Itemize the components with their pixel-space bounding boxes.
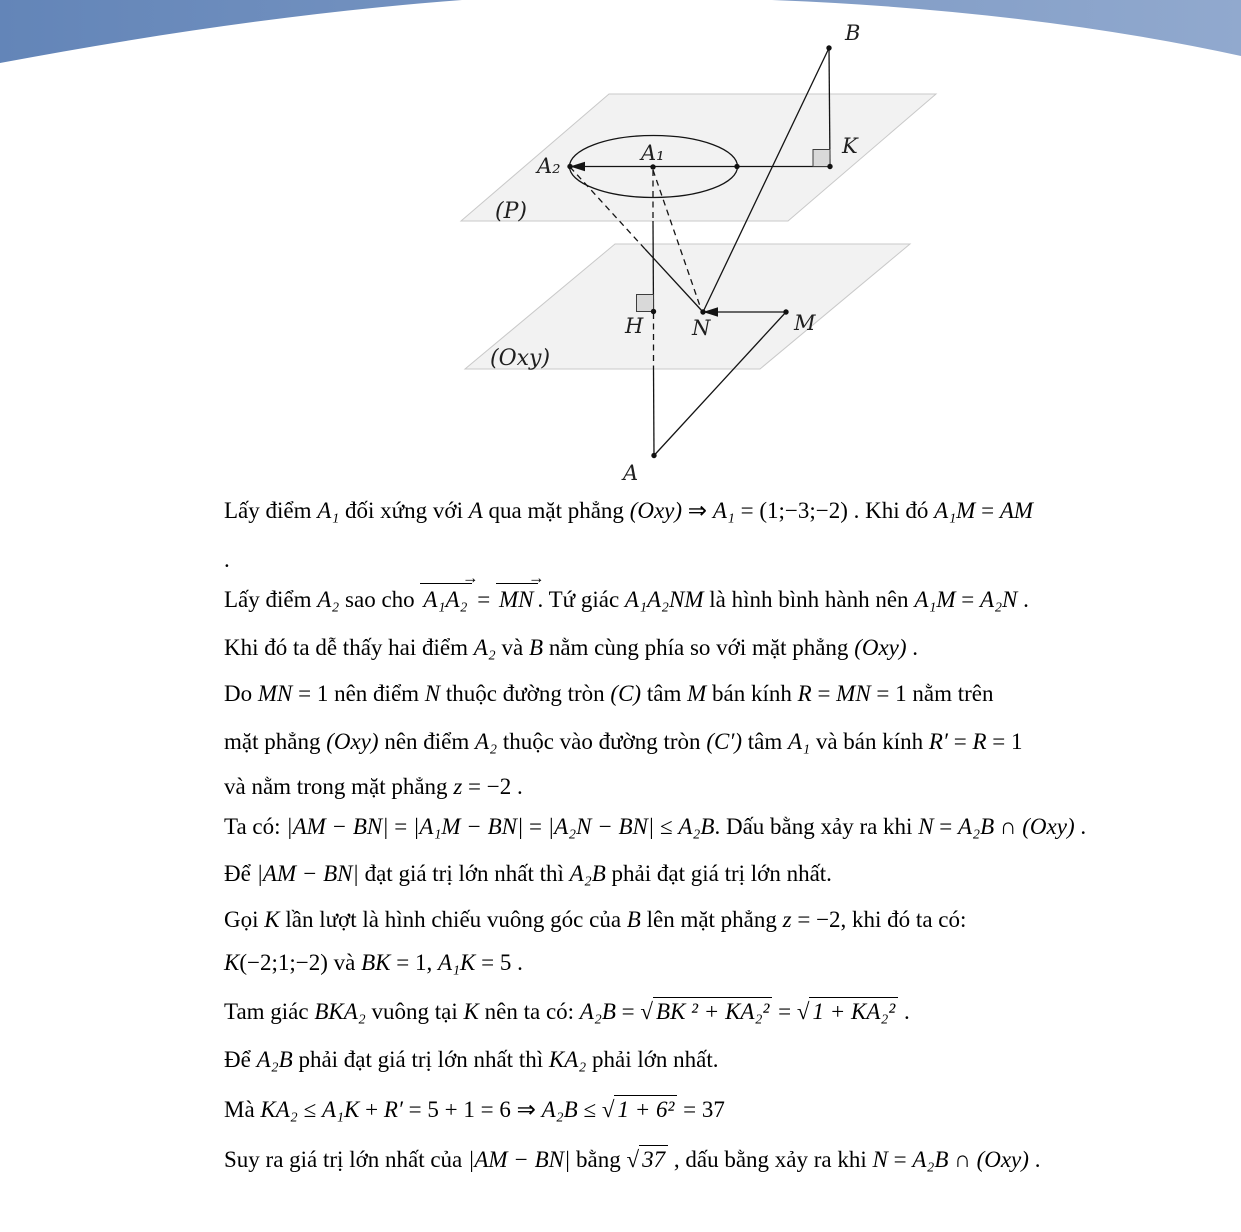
text-run: N (424, 681, 441, 706)
text-run: = 5 . (475, 950, 523, 975)
text-run: . Tứ giác (537, 587, 625, 612)
text-run: . (906, 635, 919, 660)
text-run: Lấy điểm (224, 587, 318, 612)
solution-line (224, 859, 832, 889)
text-run: √ (601, 1097, 615, 1122)
label-N: N (692, 316, 711, 340)
text-run: |A₂N − BN| (547, 814, 655, 839)
text-run: A₁K (321, 1097, 360, 1122)
text-run: = −2, khi đó ta có: (791, 907, 967, 932)
text-run: = 1, (390, 950, 438, 975)
text-run: z (453, 774, 463, 799)
text-run: và (327, 950, 362, 975)
text-run: ≤ (654, 814, 679, 839)
solution-line (224, 679, 994, 709)
text-run: M (687, 681, 707, 706)
text-run: qua mặt phẳng (482, 498, 630, 523)
text-run: = 37 (677, 1097, 725, 1122)
text-run: là hình bình hành nên (703, 587, 915, 612)
solution-line (224, 496, 1033, 526)
text-run: lên mặt phẳng (640, 907, 783, 932)
label-M: M (794, 311, 816, 335)
text-run: = (523, 814, 548, 839)
text-run: = (887, 1147, 913, 1172)
radicand: 1 + 6² (614, 1095, 677, 1122)
text-run: bằng (570, 1147, 627, 1172)
text-run: và nằm trong mặt phẳng (224, 774, 454, 799)
text-run: K (264, 907, 280, 932)
text-run: = (811, 681, 837, 706)
text-run: |AM − BN| (256, 861, 359, 886)
text-run: (Oxy) (854, 635, 907, 660)
text-run: . (1017, 587, 1029, 612)
text-run: bán kính (706, 681, 798, 706)
text-run: A₁ (317, 498, 340, 523)
label-H: H (625, 314, 644, 338)
text-run: (C) (610, 681, 642, 706)
text-run: MN (257, 681, 293, 706)
text-run: KA₂ (260, 1097, 298, 1122)
text-run: MN (836, 681, 871, 706)
text-run: nên điểm (378, 729, 476, 754)
text-run: = 5 + 1 = 6 ⇒ (402, 1097, 542, 1122)
label-A1: A₁ (641, 141, 665, 165)
solution-line (224, 772, 523, 802)
text-run: |A₁M − BN| (413, 814, 524, 839)
text-run: Suy ra giá trị lớn nhất của (224, 1147, 469, 1172)
text-run: Do (224, 681, 258, 706)
text-run: = (615, 999, 641, 1024)
text-run: . (898, 999, 910, 1024)
text-run: phải lớn nhất. (586, 1047, 719, 1072)
text-run: Tam giác (224, 999, 315, 1024)
text-run: A₂B (958, 814, 995, 839)
vector-notation: MN → (496, 583, 538, 615)
text-run: = (1;−3;−2) (734, 498, 848, 523)
text-run: K (224, 950, 240, 975)
text-run: . Dấu bằng xảy ra khi (714, 814, 919, 839)
solution-line (224, 633, 918, 663)
text-run: = (471, 587, 496, 612)
text-run: tâm (742, 729, 789, 754)
text-run: ≤ (297, 1097, 322, 1122)
text-run: R′ (928, 729, 948, 754)
text-run: + (359, 1097, 384, 1122)
text-run: √ (796, 999, 810, 1024)
text-run: (−2;1;−2) (239, 950, 328, 975)
text-run: (C′) (706, 729, 743, 754)
radicand: BK ² + KA₂² (653, 997, 772, 1024)
radicand: 37 (639, 1145, 668, 1172)
text-run: A₂ (473, 635, 496, 660)
label-plane-Oxy: (Oxy) (490, 346, 551, 371)
text-run: . (1028, 1147, 1041, 1172)
vector-notation: A₁A₂ → (420, 583, 471, 615)
text-run: A₁M (934, 498, 976, 523)
text-run: |AM − BN| (468, 1147, 571, 1172)
text-run: Ta có: (224, 814, 287, 839)
text-run: lần lượt là hình chiếu vuông góc của (279, 907, 627, 932)
text-run: = (947, 729, 973, 754)
text-run: N (918, 814, 934, 839)
label-A2: A₂ (537, 154, 561, 178)
text-run: A₂B (579, 999, 616, 1024)
text-run: (Oxy) (326, 729, 379, 754)
text-run: . Khi đó (847, 498, 935, 523)
text-run: nằm cùng phía so với mặt phẳng (543, 635, 855, 660)
text-run: Mà (224, 1097, 261, 1122)
text-run: mặt phẳng (224, 729, 327, 754)
text-run: B (529, 635, 544, 660)
solution-line (224, 948, 523, 978)
text-run: N (872, 1147, 888, 1172)
text-run: A₂B (256, 1047, 293, 1072)
vector-arrow-icon: → (461, 568, 479, 587)
text-run: KA₂ (548, 1047, 587, 1072)
text-run: A₁K (437, 950, 476, 975)
text-run: R (797, 681, 812, 706)
text-run: (Oxy) (629, 498, 683, 523)
text-run: = 1 nằm trên (870, 681, 994, 706)
text-run: = (975, 498, 1000, 523)
text-run: nên ta có: (478, 999, 580, 1024)
text-run: A₂B (678, 814, 715, 839)
text-run: A₂N (980, 587, 1018, 612)
text-run: AM (999, 498, 1034, 523)
text-run: A (468, 498, 483, 523)
text-run: Gọi (224, 907, 265, 932)
text-run: = −2 . (462, 774, 523, 799)
text-run: Khi đó ta dễ thấy hai điểm (224, 635, 474, 660)
solution-line (224, 905, 966, 935)
text-run: √ (626, 1147, 640, 1172)
text-run: vuông tại (365, 999, 464, 1024)
text-run: , dấu bằng xảy ra khi (668, 1147, 873, 1172)
text-run: A₁ (788, 729, 811, 754)
text-run: Để (224, 861, 257, 886)
text-run: tâm (641, 681, 688, 706)
text-run: (Oxy) (1022, 814, 1075, 839)
text-run: ≤ (577, 1097, 602, 1122)
text-run: và (495, 635, 530, 660)
text-run: A₁A₂NM (624, 587, 704, 612)
text-run: và bán kính (810, 729, 929, 754)
text-run: Lấy điểm (224, 498, 318, 523)
solution-line (224, 568, 1029, 615)
text-run: K (463, 999, 479, 1024)
text-run: ∩ (994, 814, 1023, 839)
vector-arrow-icon: → (527, 568, 545, 587)
text-run: ∩ (948, 1147, 977, 1172)
text-run: A₁M (914, 587, 956, 612)
text-run: = (772, 999, 797, 1024)
solution-line (224, 997, 910, 1027)
text-run: = 1 nên điểm (292, 681, 425, 706)
text-run: A₂ (475, 729, 498, 754)
text-run: A₂B (912, 1147, 949, 1172)
label-A: A (623, 461, 639, 485)
label-plane-P: (P) (495, 199, 527, 224)
radicand: 1 + KA₂² (809, 997, 898, 1024)
text-run: phải đạt giá trị lớn nhất thì (292, 1047, 549, 1072)
text-run: = (933, 814, 959, 839)
label-B: B (845, 21, 861, 45)
solution-line (224, 727, 1023, 757)
solution-line (224, 1095, 725, 1125)
text-run: A₂B (541, 1097, 578, 1122)
text-run: B (626, 907, 641, 932)
label-K: K (842, 134, 858, 158)
text-run: = (388, 814, 414, 839)
text-run: thuộc đường tròn (440, 681, 611, 706)
solution-line (224, 812, 1086, 842)
text-run: A₁ (712, 498, 735, 523)
text-run: z (782, 907, 792, 932)
text-run: = 1 (986, 729, 1023, 754)
text-run: thuộc vào đường tròn (497, 729, 707, 754)
text-run: ⇒ (682, 498, 713, 523)
solution-line (224, 1045, 719, 1075)
text-run: (Oxy) (976, 1147, 1029, 1172)
text-run: phải đạt giá trị lớn nhất. (605, 861, 832, 886)
text-run: . (224, 547, 230, 572)
text-run: A₂B (569, 861, 606, 886)
text-run: |AM − BN| (286, 814, 389, 839)
solution-line (224, 545, 230, 575)
text-run: √ (640, 999, 654, 1024)
text-run: = (955, 587, 981, 612)
text-run: Để (224, 1047, 257, 1072)
solution-line (224, 1145, 1040, 1175)
text-run: R′ (383, 1097, 403, 1122)
text-run: A₂ (317, 587, 340, 612)
text-run: BK (361, 950, 391, 975)
text-run: đạt giá trị lớn nhất thì (358, 861, 570, 886)
text-run: BKA₂ (314, 999, 366, 1024)
text-run: . (1074, 814, 1087, 839)
text-run: sao cho (339, 587, 421, 612)
text-run: đối xứng với (339, 498, 469, 523)
text-run: R (972, 729, 987, 754)
